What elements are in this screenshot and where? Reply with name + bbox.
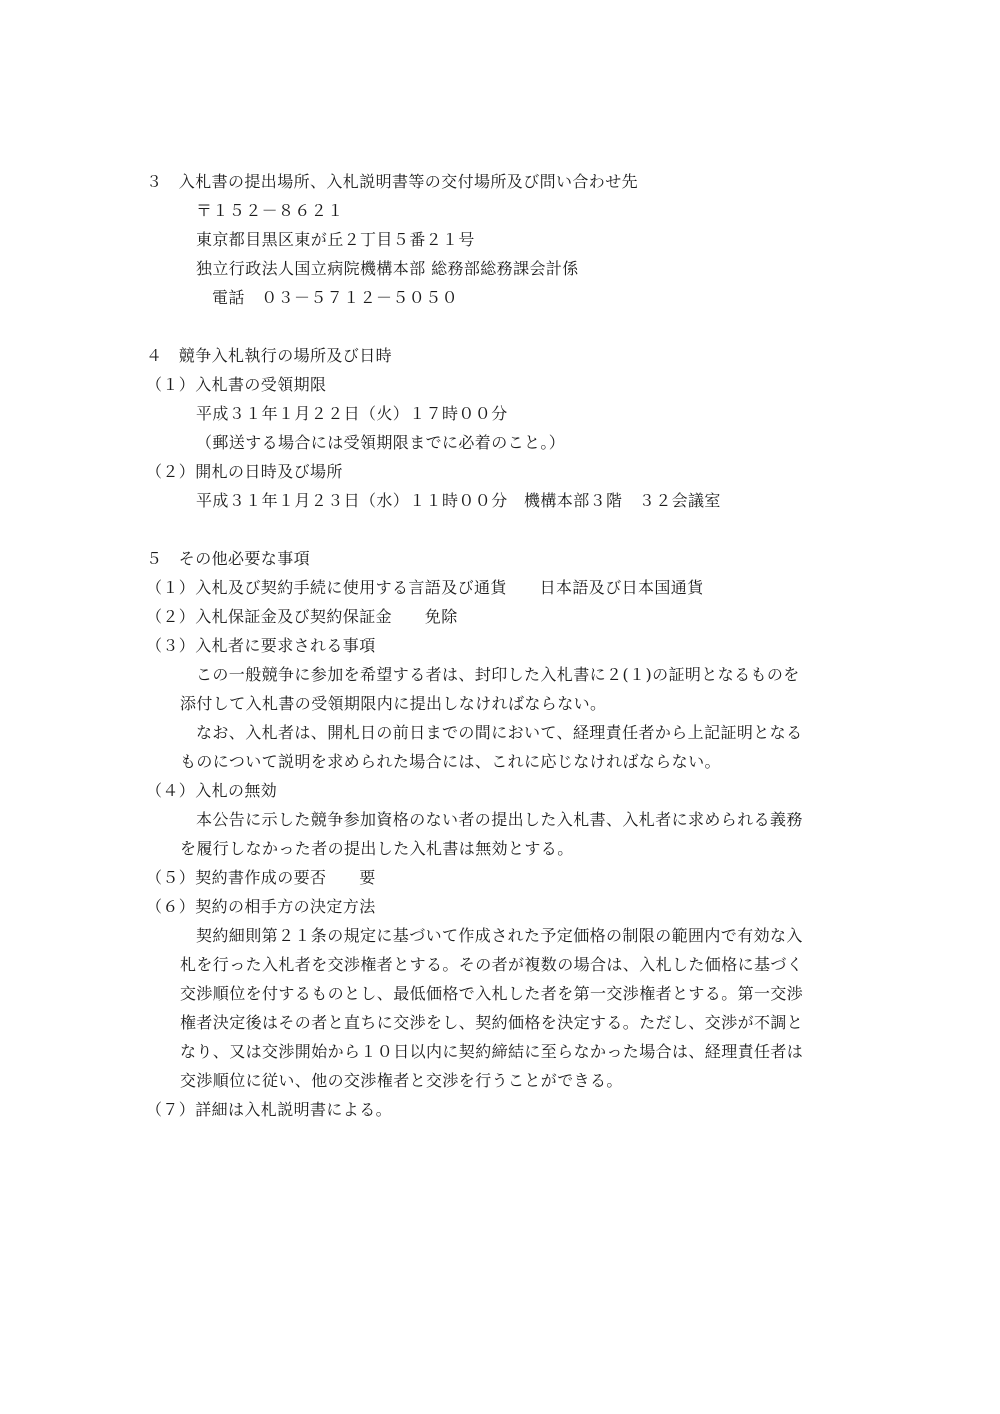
section5-heading: ５ その他必要な事項: [146, 549, 311, 568]
postal-code: 〒１５２－８６２１: [196, 201, 344, 220]
section5-item6-line5: なり、又は交渉開始から１０日以内に契約締結に至らなかった場合は、経理責任者は: [180, 1042, 804, 1061]
section5-item3-paragraph2-line2: ものについて説明を求められた場合には、これに応じなければならない。: [180, 752, 721, 771]
section4-item2-label: （２）開札の日時及び場所: [146, 462, 343, 481]
section5-item5: （５）契約書作成の要否 要: [146, 868, 376, 887]
section5-item6-line6: 交渉順位に従い、他の交渉権者と交渉を行うことができる。: [180, 1071, 623, 1090]
section5-item6-line2: 札を行った入札者を交渉権者とする。その者が複数の場合は、入札した価格に基づく: [180, 955, 804, 974]
section5-item6-line3: 交渉順位を付するものとし、最低価格で入札した者を第一交渉権者とする。第一交渉: [180, 984, 804, 1003]
section5-item6-line4: 権者決定後はその者と直ちに交渉をし、契約価格を決定する。ただし、交渉が不調と: [180, 1013, 804, 1032]
section4-heading: ４ 競争入札執行の場所及び日時: [146, 346, 393, 365]
section5-item4-line2: を履行しなかった者の提出した入札書は無効とする。: [180, 839, 574, 858]
section4-item1-note: （郵送する場合には受領期限までに必着のこと。）: [196, 433, 566, 452]
address: 東京都目黒区東が丘２丁目５番２１号: [196, 230, 475, 249]
section5-item4-line1: 本公告に示した競争参加資格のない者の提出した入札書、入札者に求められる義務: [196, 810, 803, 829]
section4-item1-label: （１）入札書の受領期限: [146, 375, 327, 394]
phone-number: 電話 ０３－５７１２－５０５０: [212, 288, 459, 307]
organization: 独立行政法人国立病院機構本部 総務部総務課会計係: [196, 259, 579, 278]
section5-item4-label: （４）入札の無効: [146, 781, 278, 800]
section5-item3-paragraph2-line1: なお、入札者は、開札日の前日までの間において、経理責任者から上記証明となる: [196, 723, 803, 742]
section5-item3-paragraph1-line1: この一般競争に参加を希望する者は、封印した入札書に２(１)の証明となるものを: [196, 665, 800, 684]
section5-item7: （７）詳細は入札説明書による。: [146, 1100, 393, 1119]
section5-item6-line1: 契約細則第２１条の規定に基づいて作成された予定価格の制限の範囲内で有効な入: [196, 926, 803, 945]
section4-item1-date: 平成３１年１月２２日（火）１７時００分: [196, 404, 508, 423]
section5-item1: （１）入札及び契約手続に使用する言語及び通貨 日本語及び日本国通貨: [146, 578, 704, 597]
section5-item6-label: （６）契約の相手方の決定方法: [146, 897, 376, 916]
section5-item3-label: （３）入札者に要求される事項: [146, 636, 376, 655]
section5-item2: （２）入札保証金及び契約保証金 免除: [146, 607, 458, 626]
section4-item2-detail: 平成３１年１月２３日（水）１１時００分 機構本部３階 ３２会議室: [196, 491, 721, 510]
section5-item3-paragraph1-line2: 添付して入札書の受領期限内に提出しなければならない。: [180, 694, 607, 713]
section3-heading: ３ 入札書の提出場所、入札説明書等の交付場所及び問い合わせ先: [146, 172, 639, 191]
